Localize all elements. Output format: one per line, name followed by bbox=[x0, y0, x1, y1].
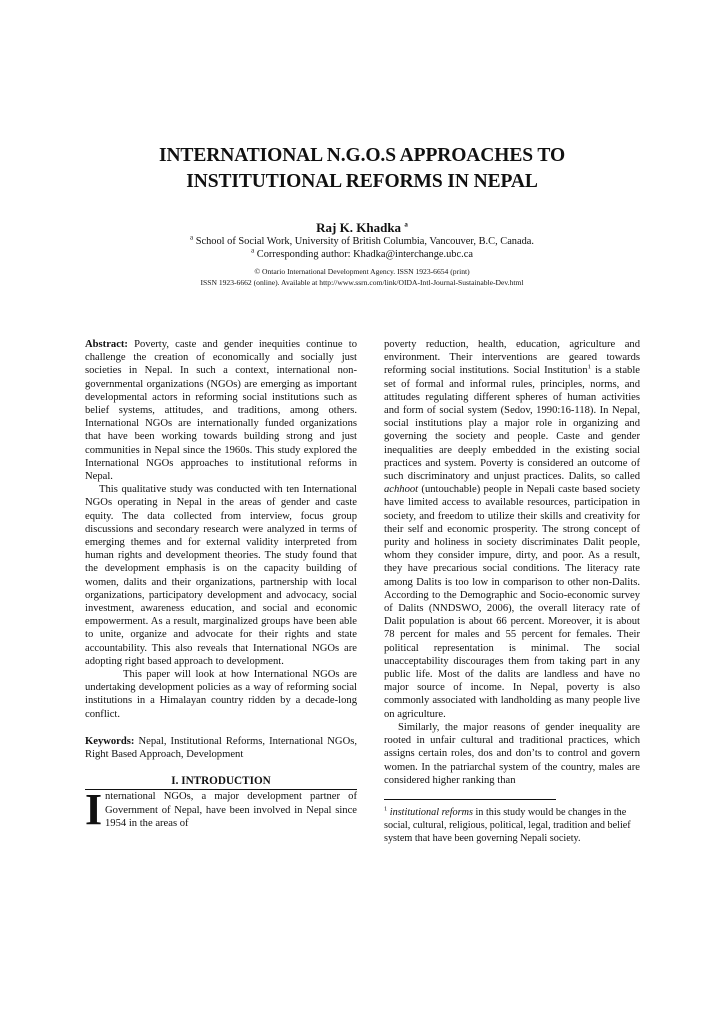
footnote-ref-1[interactable]: 1 bbox=[587, 363, 591, 371]
footnote-mark: 1 bbox=[384, 805, 388, 813]
title-line-1: INTERNATIONAL N.G.O.S APPROACHES TO bbox=[158, 145, 566, 166]
author-text: Raj K. Khadka bbox=[316, 220, 402, 235]
body-paragraph-1 bbox=[384, 338, 640, 721]
footnote-divider bbox=[384, 799, 556, 800]
author-name bbox=[0, 220, 724, 236]
paper-title bbox=[0, 143, 724, 195]
right-column bbox=[384, 338, 640, 845]
footnote-1 bbox=[384, 806, 640, 845]
body-p1-part-c: (untouchable) people in Nepali caste based society have limited access to available resources, participation in society, and freedom to utilize their skills and creativity for their self and economic prosperity. The strong concept of purity and holiness in society discriminates Dalit people, whom they consider impure, dirty, and poor. As a result, they have precarious social conditions. The literacy rate among Dalits is too low in comparison to other non-Dalits. According to the Demographic and Socio-economic survey of Dalits (NNDSWO, 2006), the overall literacy rate of Dalit population is about 66 percent. Moreover, it is about 78 percent for males and 55 percent for females. Their political representation is minimal. The social unacceptability discourages them from taking part in any public life. Most of the dalits are landless and have no major source of income. In Nepal, poverty is also commonly associated with landholding as many people live on agriculture. bbox=[384, 484, 640, 720]
corresponding-mark: a bbox=[251, 246, 255, 255]
footnote-text: in this study would be changes in the social, cultural, religious, political, legal, tradition and belief system that have been governing Nepali society. bbox=[384, 806, 631, 844]
body-p1-part-b: is a stable set of formal and informal rules, principles, norms, and attitudes regulating different spheres of human activities and form of social system (Sedov, 1990:16-118). In Nepal, social institutions play a major role in organizing and governing the society and people. Caste and gender inequalities are deeply embedded in the existing social practices and system. Poverty is considered an outcome of such discriminatory and unjust practices. Dalits, so called bbox=[384, 365, 640, 483]
drop-cap: I bbox=[85, 785, 103, 835]
copyright-line-2: ISSN 1923-6662 (online). Available at http://www.ssrn.com/link/OIDA-Intl-Journal-Sustainable-Dev.html bbox=[200, 278, 524, 287]
abstract-p1-text: Poverty, caste and gender inequities continue to challenge the creation of economically and socially just societies in Nepal. In such a context, international non-governmental organizations (NGOs) are emerging as important developmental actors in reforming social institutions such as belief systems, attitudes, and traditions, among others. International NGOs are internationally funded organizations that have been working towards building strong and just communities in Nepal since the 1960s. This study explored the International NGOs approaches to institutional reforms in Nepal. bbox=[85, 339, 357, 483]
affiliation bbox=[0, 235, 724, 248]
copyright-line-1: © Ontario International Development Agency. ISSN 1923-6654 (print) bbox=[254, 267, 470, 276]
introduction-text: nternational NGOs, a major development partner of Government of Nepal, have been involved in Nepal since 1954 in the areas of bbox=[105, 791, 357, 829]
keywords-text: Nepal, Institutional Reforms, International NGOs, Right Based Approach, Development bbox=[85, 735, 357, 761]
author-mark: a bbox=[404, 220, 408, 229]
footnote-term: institutional reforms bbox=[389, 806, 473, 818]
affiliation-mark: a bbox=[189, 233, 194, 242]
abstract-paragraph-3: This paper will look at how International NGOs are undertaking development policies as a way of reforming social institutions in a Himalayan country ridden by a decade-long conflict. bbox=[85, 669, 357, 720]
corresponding-text: Corresponding author: Khadka@interchange.ubc.ca bbox=[256, 249, 473, 260]
body-p1-part-a: poverty reduction, health, education, agriculture and environment. Their interventions are geared towards reforming social institutions. Social Institution bbox=[384, 339, 640, 377]
title-line-2: INSTITUTIONAL REFORMS IN NEPAL bbox=[186, 171, 538, 192]
left-column bbox=[85, 338, 357, 835]
keywords bbox=[85, 735, 357, 761]
term-achhoot: achhoot bbox=[384, 484, 419, 496]
affiliation-text: School of Social Work, University of British Columbia, Vancouver, B.C, Canada. bbox=[195, 236, 535, 247]
abstract-paragraph-2: This qualitative study was conducted with ten International NGOs operating in Nepal in the areas of gender and caste equity. The data collected from interview, focus group discussions and secondary research were analyzed in terms of emerging themes and for external validity interpreted from human rights and development theories. The study found that the development emphasis is on the capacity building of women, dalits and their organizations, partnership with local organizations, participatory development and advocacy, social investment, awareness education, and social and economic empowerment. As a result, marginalized groups have been able to unite, organize and advocate for their rights and state accountability. This also reveals that International NGOs are adopting right based approach to development. bbox=[85, 484, 357, 667]
abstract-label: Abstract: bbox=[85, 339, 128, 350]
keywords-label: Keywords: bbox=[85, 735, 135, 747]
introduction-paragraph bbox=[85, 785, 357, 835]
corresponding-author bbox=[0, 248, 724, 261]
body-paragraph-2: Similarly, the major reasons of gender inequality are rooted in unfair cultural and traditional practices, which assigns certain roles, dos and don’ts to control and govern women. In the patriarchal system of the country, males are considered higher ranking than bbox=[384, 721, 640, 786]
section-heading-introduction: I. INTRODUCTION bbox=[85, 775, 357, 790]
abstract-paragraph-1 bbox=[85, 338, 357, 483]
